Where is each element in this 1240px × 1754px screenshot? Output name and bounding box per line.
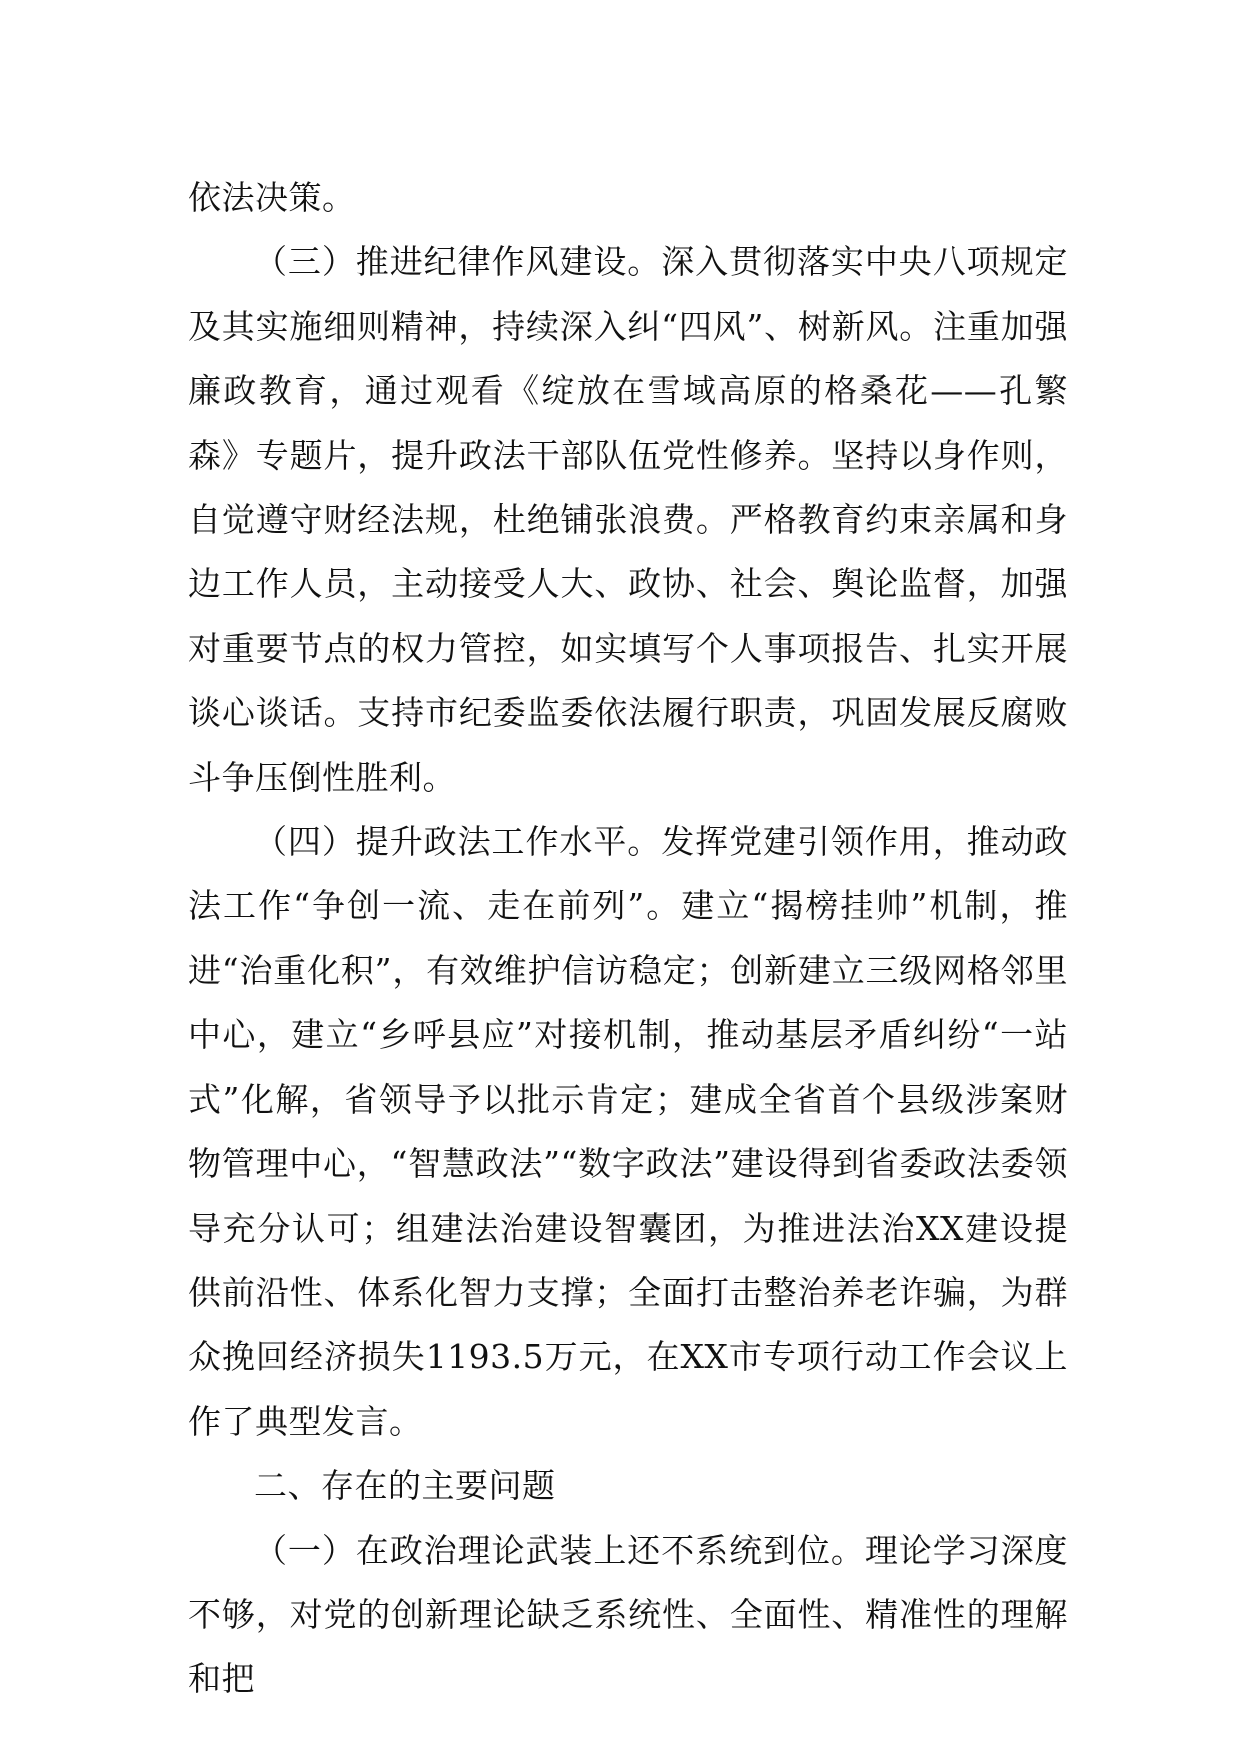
document-body — [188, 166, 1068, 1712]
paragraph-discipline-style: （三）推进纪律作风建设。深入贯彻落实中央八项规定及其实施细则精神，持续深入纠“四风”、树新风。注重加强廉政教育，通过观看《绽放在雪域高原的格桑花——孔繁森》专题片，提升政法干部队伍党性修养。坚持以身作则，自觉遵守财经法规，杜绝铺张浪费。严格教育约束亲属和身边工作人员，主动接受人大、政协、社会、舆论监督，加强对重要节点的权力管控，如实填写个人事项报告、扎实开展谈心谈话。支持市纪委监委依法履行职责，巩固发展反腐败斗争压倒性胜利。 — [188, 242, 1068, 797]
paragraph-continuation: 依法决策。 — [188, 178, 356, 217]
paragraph-theory-study: （一）在政治理论武装上还不系统到位。理论学习深度不够，对党的创新理论缺乏系统性、全面性、精准性的理解和把 — [188, 1530, 1068, 1699]
paragraph-political-legal-work: （四）提升政法工作水平。发挥党建引领作用，推动政法工作“争创一流、走在前列”。建立“揭榜挂帅”机制，推进“治重化积”，有效维护信访稳定；创新建立三级网格邻里中心，建立“乡呼县应”对接机制，推动基层矛盾纠纷“一站式”化解，省领导予以批示肯定；建成全省首个县级涉案财物管理中心，“智慧政法”“数字政法”建设得到省委政法委领导充分认可；组建法治建设智囊团，为推进法治XX建设提供前沿性、体系化智力支撑；全面打击整治养老诈骗，为群众挽回经济损失1193.5万元，在XX市专项行动工作会议上作了典型发言。 — [188, 822, 1068, 1441]
section-heading-main-problems: 二、存在的主要问题 — [254, 1466, 556, 1506]
